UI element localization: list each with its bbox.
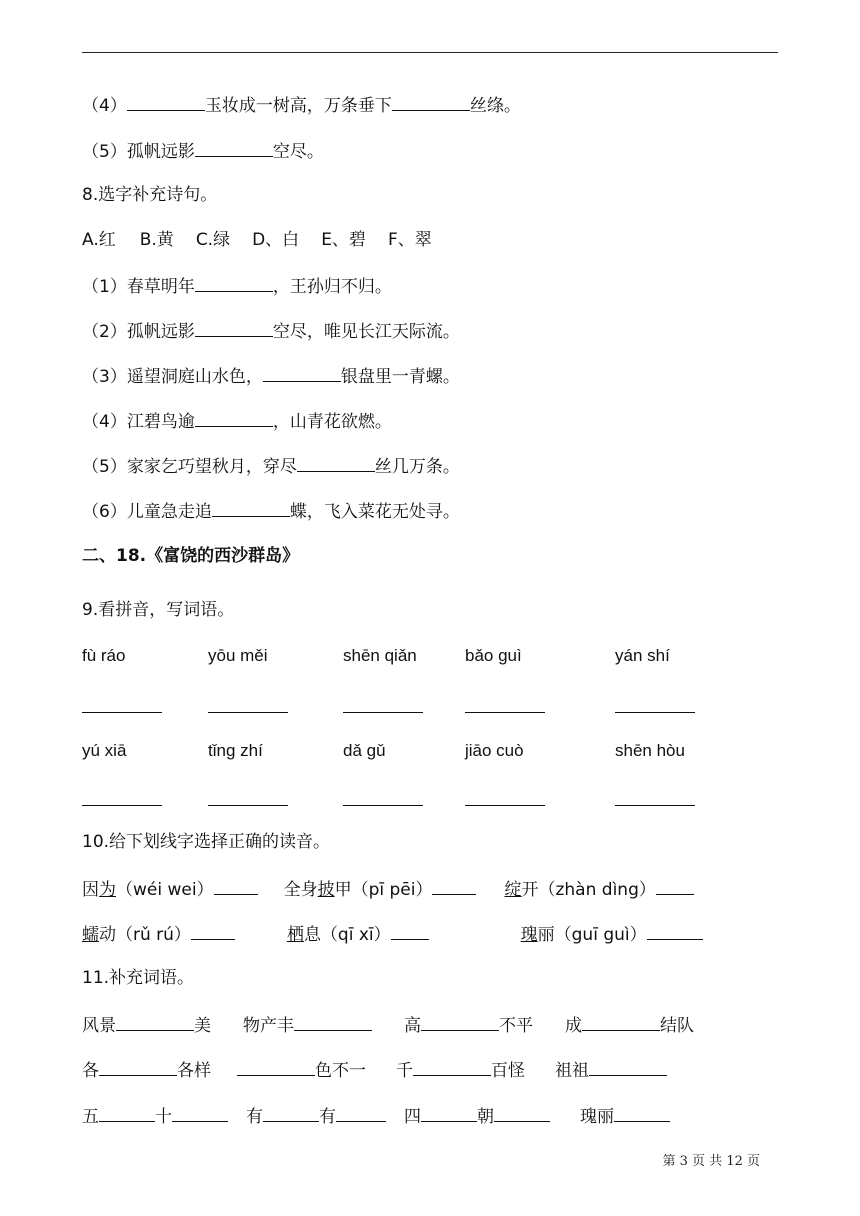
pinyin: shēn qiǎn xyxy=(343,646,417,665)
q10-title: 10.给下划线字选择正确的读音。 xyxy=(82,832,331,852)
answer-blank[interactable] xyxy=(214,876,258,895)
answer-blank[interactable] xyxy=(582,1012,660,1031)
q10-row-2: 蠕动（rǔ rú） 栖息（qī xī） 瑰丽（guī guì） xyxy=(82,921,703,947)
pinyin: yōu měi xyxy=(208,646,268,665)
answer-line[interactable] xyxy=(82,805,162,806)
answer-blank[interactable] xyxy=(421,1012,499,1031)
answer-blank[interactable] xyxy=(494,1103,550,1122)
q8-item-2: （2）孤帆远影 空尽，唯见长江天际流。 xyxy=(82,318,460,344)
q11-row-3: 五 十 有 有 四 朝 瑰丽 xyxy=(82,1103,670,1129)
answer-blank[interactable] xyxy=(99,1103,155,1122)
header-rule xyxy=(82,52,778,53)
q10-row-1: 因为（wéi wei） 全身披甲（pī pēi） 绽开（zhàn dìng） xyxy=(82,876,694,902)
pinyin: tǐng zhí xyxy=(208,741,263,760)
section-title: 二、18.《富饶的西沙群岛》 xyxy=(82,546,300,566)
answer-blank[interactable] xyxy=(336,1103,386,1122)
answer-line[interactable] xyxy=(465,712,545,713)
answer-blank[interactable] xyxy=(237,1057,315,1076)
answer-line[interactable] xyxy=(208,805,288,806)
answer-blank[interactable] xyxy=(391,921,429,940)
answer-blank[interactable] xyxy=(195,138,273,157)
answer-line[interactable] xyxy=(208,712,288,713)
pinyin: shēn hòu xyxy=(615,741,685,760)
pinyin: dǎ gǔ xyxy=(343,741,386,760)
answer-blank[interactable] xyxy=(614,1103,670,1122)
q8-item-4: （4）江碧鸟逾 ，山青花欲燃。 xyxy=(82,408,392,434)
answer-blank[interactable] xyxy=(195,273,273,292)
answer-blank[interactable] xyxy=(432,876,476,895)
poem-line-5: （5）孤帆远影 空尽。 xyxy=(82,138,324,164)
answer-blank[interactable] xyxy=(263,363,341,382)
answer-line[interactable] xyxy=(465,805,545,806)
q11-title: 11.补充词语。 xyxy=(82,968,195,988)
answer-blank[interactable] xyxy=(212,498,290,517)
answer-line[interactable] xyxy=(615,805,695,806)
answer-blank[interactable] xyxy=(294,1012,372,1031)
poem-line-4: （4） 玉妆成一树高，万条垂下 丝绦。 xyxy=(82,92,521,118)
answer-blank[interactable] xyxy=(589,1057,667,1076)
answer-line[interactable] xyxy=(343,712,423,713)
answer-blank[interactable] xyxy=(297,453,375,472)
answer-blank[interactable] xyxy=(127,92,205,111)
q8-options: A.红 B.黄 C.绿 D、白 E、碧 F、翠 xyxy=(82,230,432,250)
q11-row-2: 各 各样 色不一 千 百怪 祖祖 xyxy=(82,1057,667,1083)
q11-row-1: 风景 美 物产丰 高 不平 成 结队 xyxy=(82,1012,694,1038)
pinyin: jiāo cuò xyxy=(465,741,524,760)
pinyin: fù ráo xyxy=(82,646,126,665)
pinyin: yán shí xyxy=(615,646,670,665)
answer-line[interactable] xyxy=(82,712,162,713)
answer-blank[interactable] xyxy=(172,1103,228,1122)
answer-blank[interactable] xyxy=(99,1057,177,1076)
q8-title: 8.选字补充诗句。 xyxy=(82,185,218,205)
q9-title: 9.看拼音，写词语。 xyxy=(82,600,235,620)
q8-item-1: （1）春草明年 ，王孙归不归。 xyxy=(82,273,392,299)
q8-item-3: （3）遥望洞庭山水色， 银盘里一青螺。 xyxy=(82,363,460,389)
answer-blank[interactable] xyxy=(195,318,273,337)
answer-blank[interactable] xyxy=(191,921,235,940)
answer-blank[interactable] xyxy=(413,1057,491,1076)
answer-blank[interactable] xyxy=(392,92,470,111)
answer-line[interactable] xyxy=(343,805,423,806)
answer-blank[interactable] xyxy=(656,876,694,895)
answer-blank[interactable] xyxy=(195,408,273,427)
q8-item-5: （5）家家乞巧望秋月，穿尽 丝几万条。 xyxy=(82,453,460,479)
pinyin: bǎo guì xyxy=(465,646,522,665)
page-footer: 第 3 页 共 12 页 xyxy=(662,1154,760,1169)
pinyin: yú xiā xyxy=(82,741,127,760)
answer-line[interactable] xyxy=(615,712,695,713)
answer-blank[interactable] xyxy=(116,1012,194,1031)
answer-blank[interactable] xyxy=(421,1103,477,1122)
q8-item-6: （6）儿童急走追 蝶，飞入菜花无处寻。 xyxy=(82,498,460,524)
answer-blank[interactable] xyxy=(263,1103,319,1122)
answer-blank[interactable] xyxy=(647,921,703,940)
